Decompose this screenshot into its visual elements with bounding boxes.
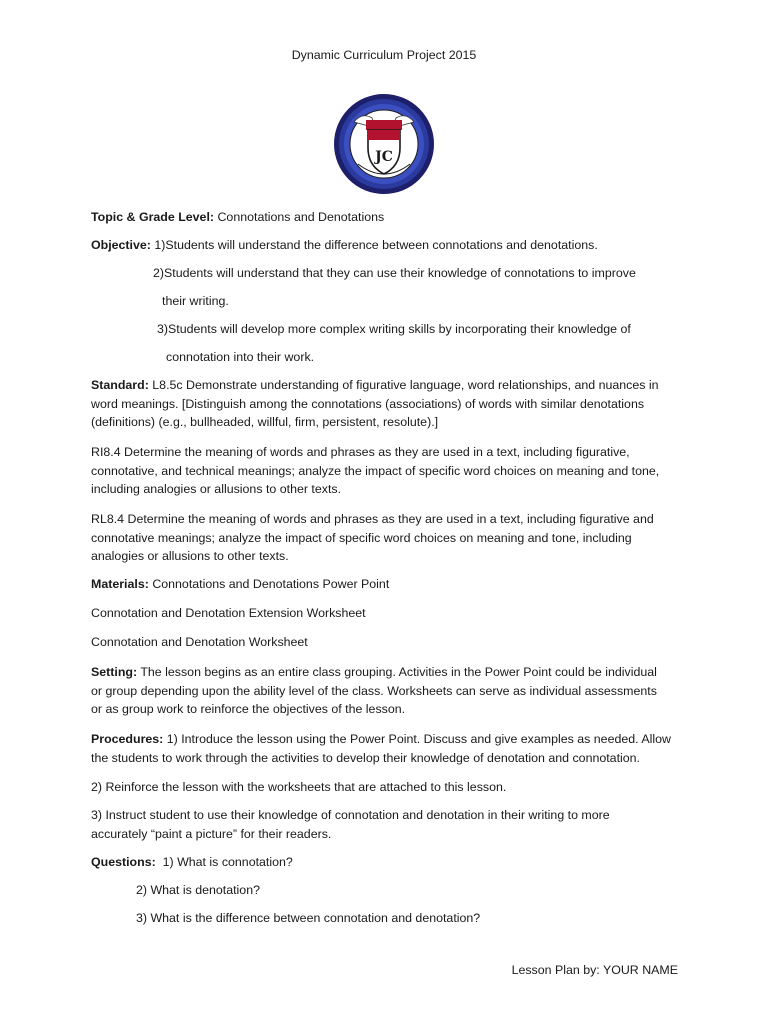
lesson-plan-author: Lesson Plan by: YOUR NAME (511, 963, 678, 977)
materials-line-3: Connotation and Denotation Worksheet (91, 635, 308, 649)
questions-line-2: 2) What is denotation? (136, 883, 260, 897)
materials-line-2: Connotation and Denotation Extension Worksheet (91, 606, 366, 620)
procedures-step-2: 2) Reinforce the lesson with the worksheets that are attached to this lesson. (91, 780, 507, 794)
objective-line-2: 2)Students will understand that they can use their knowledge of connotations to improve (153, 266, 636, 280)
procedures-step-3: 3) Instruct student to use their knowledge of connotation and denotation in their writing to more accurately “paint a picture” for their readers. (91, 808, 610, 841)
questions-line-3: 3) What is the difference between connotation and denotation? (136, 911, 481, 925)
materials-line-1: Materials: Connotations and Denotations Power Point (91, 577, 390, 591)
topic-line: Topic & Grade Level: Connotations and Denotations (91, 210, 385, 224)
procedures-paragraph: Procedures: 1) Introduce the lesson using the Power Point. Discuss and give examples as needed. Allow the students to work through the activities to develop their knowledge of denotation and connotation. (91, 732, 671, 765)
rl84-paragraph: RL8.4 Determine the meaning of words and phrases as they are used in a text, including figurative and connotative meanings; analyze the impact of specific word choices on meaning and tone, including analogies or allusions to other texts. (91, 512, 654, 563)
questions-line-1: Questions: 1) What is connotation? (91, 855, 293, 869)
setting-paragraph: Setting: The lesson begins as an entire class grouping. Activities in the Power Point could be individual or group depending upon the ability level of the class. Worksheets can serve as individual assessments or as group work to reinforce the objectives of the lesson. (91, 665, 657, 716)
objective-line-5: connotation into their work. (166, 350, 315, 364)
standard-paragraph: Standard: L8.5c Demonstrate understanding of figurative language, word relationships, and nuances in word meanings. [Distinguish among the connotations (associations) of words with similar denotations (definitions) (e.g., bullheaded, willful, firm, persistent, resolute).] (91, 378, 659, 429)
seal-letters: JC (375, 149, 393, 165)
page-title: Dynamic Curriculum Project 2015 (291, 48, 477, 62)
objective-line-3: their writing. (162, 294, 229, 308)
objective-line-4: 3)Students will develop more complex writing skills by incorporating their knowledge of (157, 322, 631, 336)
objective-line-1: Objective: 1)Students will understand the difference between connotations and denotations. (91, 238, 598, 252)
ri84-paragraph: RI8.4 Determine the meaning of words and phrases as they are used in a text, including figurative, connotative, and technical meanings; analyze the impact of specific word choices on meaning and tone, including analogies or allusions to other texts. (91, 445, 660, 496)
school-seal-icon (332, 92, 436, 196)
